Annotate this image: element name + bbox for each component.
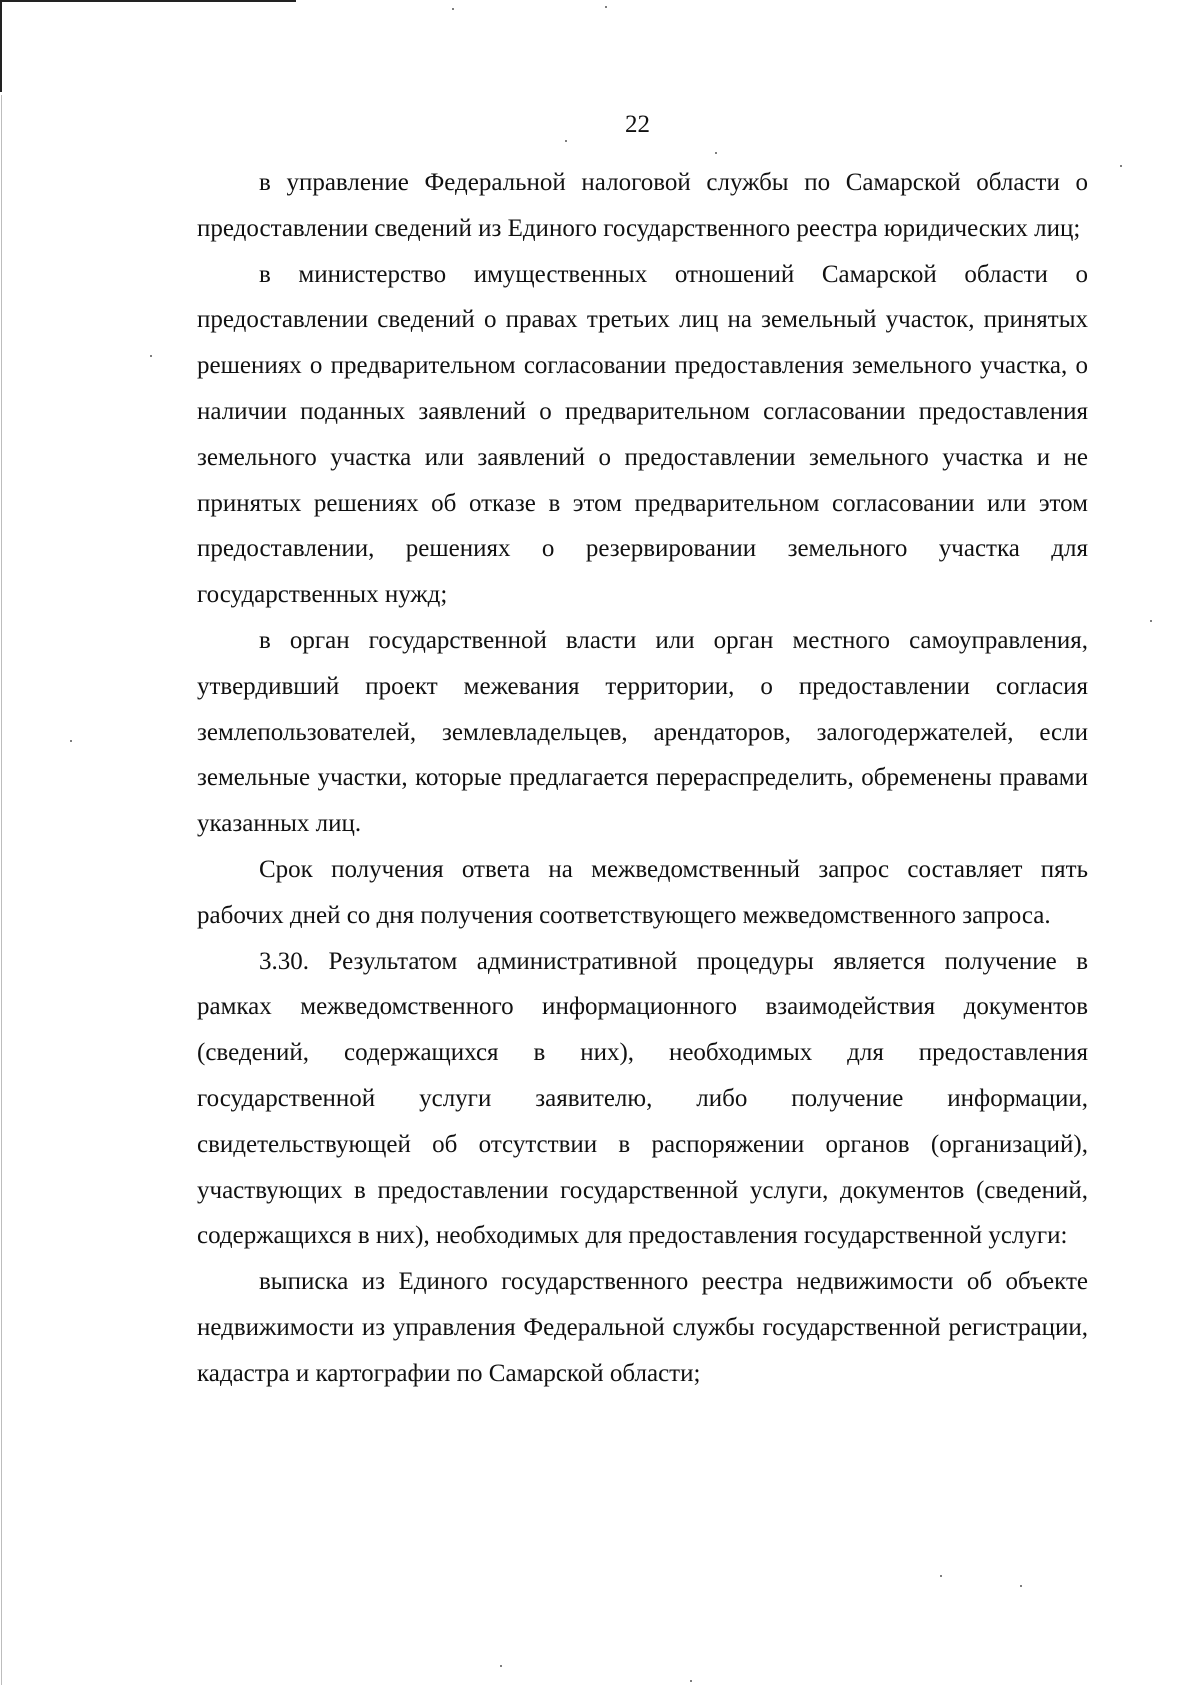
paragraph-property-ministry-request: в министерство имущественных отношений Самарской области о предоставлении сведений о правах третьих лиц на земельный участок, принятых решениях о предварительном согласовании предоставления земельного участка, о наличии поданных заявлений о предварительном согласовании предоставления земельного участка или заявлений о предоставлении земельного участка и не принятых решениях об отказе в этом предварительном согласовании или этом предоставлении, решениях о резервировании земельного участка для государственных нужд;: [197, 260, 1088, 609]
scan-speck: [500, 1665, 502, 1667]
scan-edge-left-faint: [1, 95, 2, 1685]
scan-edge-left: [0, 0, 2, 92]
paragraph-registry-extract: выписка из Единого государственного реестра недвижимости об объекте недвижимости из управления Федеральной службы государственной регистрации, кадастра и картографии по Самарской области;: [197, 1268, 1088, 1387]
document-body: [197, 160, 1088, 1397]
page-number: 22: [625, 111, 650, 138]
scan-speck: [150, 355, 152, 357]
scan-speck: [690, 1680, 692, 1682]
scan-edge-top: [0, 0, 296, 2]
scan-speck: [1150, 620, 1152, 622]
scan-speck: [940, 1575, 942, 1577]
paragraph-local-authority-request: в орган государственной власти или орган местного самоуправления, утвердивший проект межевания территории, о предоставлении согласия землепользователей, землевладельцев, арендаторов, залогодержателей, если земельные участки, которые предлагается перераспределить, обременены правами указанных лиц.: [197, 626, 1088, 838]
scan-speck: [605, 6, 607, 8]
scan-speck: [1120, 165, 1122, 167]
scan-speck: [715, 152, 717, 154]
scan-speck: [452, 8, 454, 10]
scan-speck: [1020, 1585, 1022, 1587]
scan-speck: [70, 740, 72, 742]
paragraph-fns-request: в управление Федеральной налоговой службы по Самарской области о предоставлении сведений из Единого государственного реестра юридических лиц;: [197, 169, 1088, 242]
paragraph-procedure-result: 3.30. Результатом административной процедуры является получение в рамках межведомственного информационного взаимодействия документов (сведений, содержащихся в них), необходимых для предоставления государственной услуги заявителю, либо получение информации, свидетельствующей об отсутствии в распоряжении органов (организаций), участвующих в предоставлении государственной услуги, документов (сведений, содержащихся в них), необходимых для предоставления государственной услуги:: [197, 947, 1088, 1250]
paragraph-response-deadline: Срок получения ответа на межведомственный запрос составляет пять рабочих дней со дня получения соответствующего межведомственного запроса.: [197, 855, 1088, 929]
